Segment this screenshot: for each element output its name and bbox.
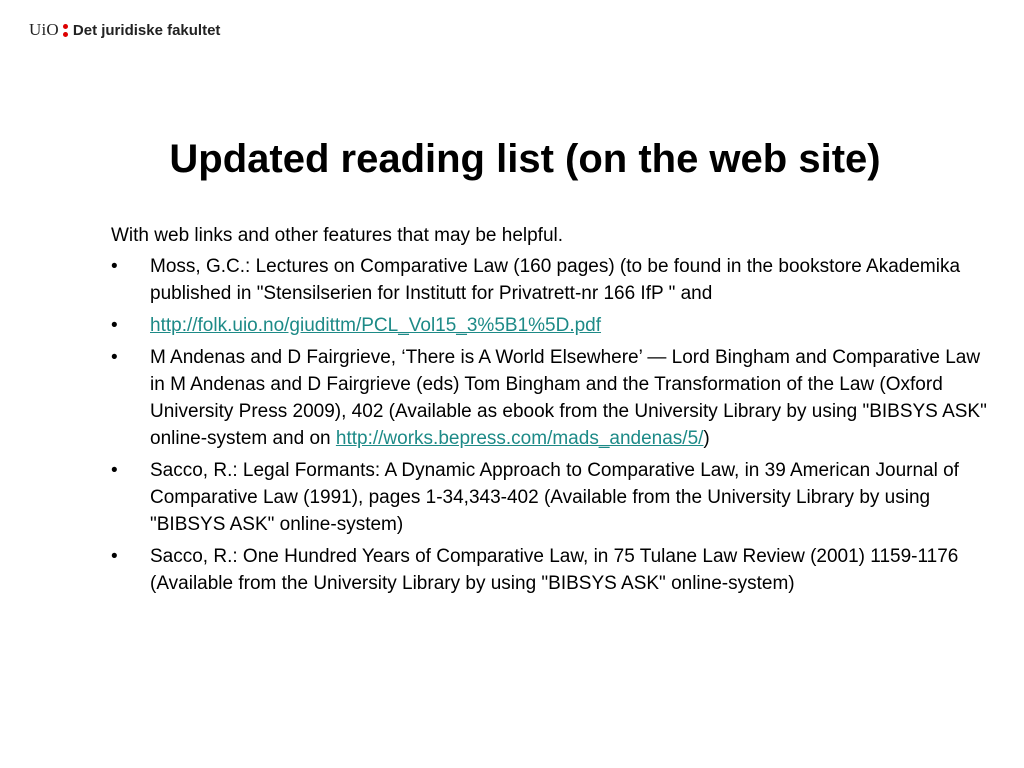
closing-paren: ) (703, 428, 710, 449)
list-item (111, 543, 989, 597)
list-item (111, 344, 989, 452)
logo-colon-icon (63, 24, 68, 37)
bepress-link[interactable]: http://works.bepress.com/mads_andenas/5/ (335, 428, 704, 449)
logo-faculty-name: Det juridiske fakultet (72, 21, 221, 39)
reading-item-text: M Andenas and D Fairgrieve, ‘There is A World Elsewhere’ — Lord Bingham and Comparative Law in M Andenas and D Fairgrieve (eds) Tom Bingham and the Transformation of the Law (Oxford University Press 2009), 402 (Available as ebook from the University Library by using "BIBSYS ASK" online-system and on (150, 347, 987, 449)
bullet-icon: • (111, 546, 118, 567)
bullet-icon: • (111, 256, 118, 277)
faculty-logo (29, 19, 220, 41)
bullet-icon: • (111, 347, 118, 368)
reading-item-text: Sacco, R.: Legal Formants: A Dynamic Approach to Comparative Law, in 39 American Journal of Comparative Law (1991), pages 1-34,343-402 (Available from the University Library by using "BIBSYS ASK" online-system) (150, 460, 959, 535)
bullet-icon: • (111, 315, 118, 336)
reading-list (111, 253, 989, 597)
bullet-icon: • (111, 460, 118, 481)
slide-title: Updated reading list (on the web site) (169, 137, 881, 181)
pcl-pdf-link[interactable]: http://folk.uio.no/giudittm/PCL_Vol15_3%5B1%5D.pdf (150, 315, 602, 336)
slide-body (111, 222, 989, 602)
intro-text: With web links and other features that may be helpful. (111, 225, 564, 246)
logo-uio-text: UiO (29, 20, 59, 39)
list-item (111, 457, 989, 538)
reading-item-text: Sacco, R.: One Hundred Years of Comparative Law, in 75 Tulane Law Review (2001) 1159-1176 (Available from the University Library by using "BIBSYS ASK" online-system) (150, 546, 959, 594)
reading-item-text: Moss, G.C.: Lectures on Comparative Law (160 pages) (to be found in the bookstore Akademika published in "Stensilserien for Institutt for Privatrett-nr 166 IfP " and (150, 256, 961, 304)
list-item (111, 312, 989, 339)
list-item (111, 253, 989, 307)
